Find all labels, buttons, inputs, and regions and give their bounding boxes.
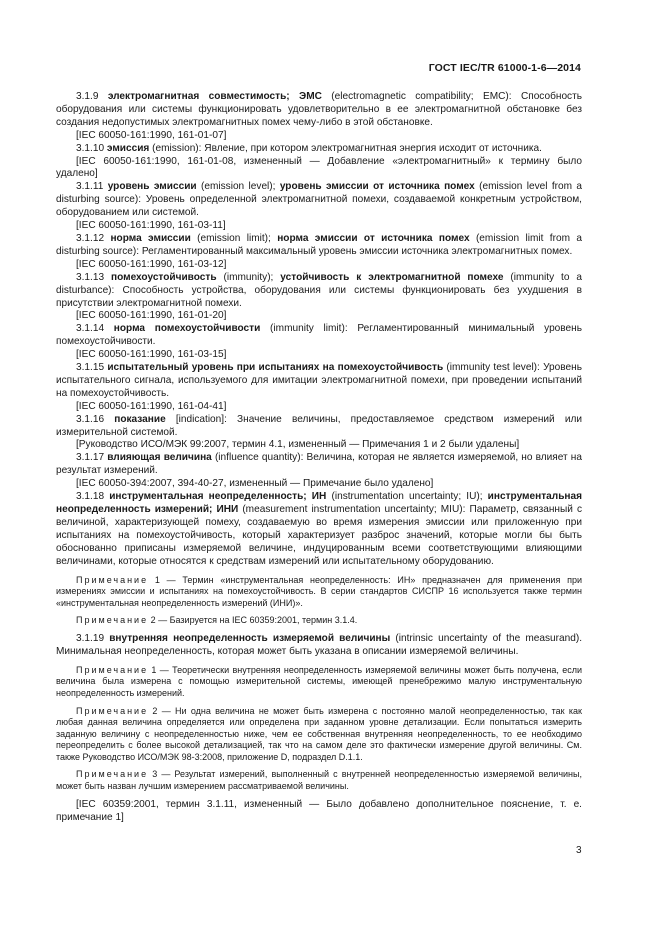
entry-3-1-14: 3.1.14 норма помехоустойчивости (immunity limit): Регламентированный минимальный уровень помехоустойчивости. — [56, 323, 582, 348]
term: испытательный уровень при испытаниях на помехоустойчивость — [107, 362, 444, 374]
note: Примечание 2 — Ни одна величина не может быть измерена с постоянно малой неопределенностью, так как любая данная величина определяется или определена при заданном уровне детализации. Если попытаться измерить заданную величину с неопределенностью ниже, чем ее собственная внутренняя неопределенность, то ее необходимо переопределить с более высокой детализацией, так что на самом деле это фактически измерение другой величины. См. также Руководство ИСО/МЭК 98-3:2008, приложение D, подраздел D.1.1. — [56, 705, 582, 762]
term: норма эмиссии — [110, 232, 191, 244]
term: инструментальная неопределенность измерений; ИНИ — [56, 491, 582, 515]
reference: [IEC 60050-161:1990, 161-01-20] — [76, 310, 227, 322]
reference: [Руководство ИСО/МЭК 99:2007, термин 4.1, измененный — Примечания 1 и 2 были удалены] — [76, 439, 520, 451]
note: Примечание 2 — Базируется на IEC 60359:2001, термин 3.1.4. — [76, 615, 358, 626]
reference: [IEC 60359:2001, термин 3.1.11, измененный — Было добавлено дополнительное пояснение, т. е. примечание 1] — [56, 798, 582, 823]
entry-3-1-13: 3.1.13 помехоустойчивость (immunity); устойчивость к электромагнитной помехе (immunity to a disturbance): Способность устройства, оборудования или системы функционировать без ухудшения в присутствии электромагнитной помехи. — [56, 271, 582, 309]
reference: [IEC 60050-161:1990, 161-04-41] — [76, 400, 227, 412]
note: Примечание 1 — Теоретически внутренняя неопределенность измеряемой величины может быть получена, если величина была измерена с помощью измерительной системы, имеющей пренебрежимо малую инструментальную неопределенность измерений. — [56, 664, 582, 698]
entry-3-1-12: 3.1.12 норма эмиссии (emission limit); норма эмиссии от источника помех (emission limit from a disturbing source): Регламентированный максимальный уровень эмиссии источника электромагнитных помех. — [56, 232, 582, 257]
note: Примечание 1 — Термин «инструментальная неопределенность: ИН» предназначен для применения при измерениях эмиссии и испытаниях на помехоустойчивость. В серии стандартов СИСПР 16 используется также термин «инструментальная неопределенность измерений (ИНИ)». — [56, 574, 582, 608]
entry-3-1-19: 3.1.19 внутренняя неопределенность измеряемой величины (intrinsic uncertainty of the measurand). Минимальная неопределенность, которая может быть указана в описании измеряемой величины. — [56, 632, 582, 657]
reference: [IEC 60050-161:1990, 161-03-11] — [76, 220, 226, 232]
reference: [IEC 60050-161:1990, 161-01-08, измененный — Добавление «электромагнитный» к термину было удалено] — [56, 155, 582, 180]
term: показание — [114, 413, 166, 425]
term: помехоустойчивость — [110, 271, 217, 283]
reference: [IEC 60050-161:1990, 161-03-15] — [76, 349, 227, 361]
entry-3-1-16: 3.1.16 показание [indication]: Значение величины, предоставляемое средством измерений или измерительной системой. — [56, 413, 582, 438]
term: влияющая величина — [107, 452, 212, 464]
entry-3-1-15: 3.1.15 испытательный уровень при испытаниях на помехоустойчивость (immunity test level): Уровень испытательного сигнала, используемого для имитации электромагнитной помехи, при проведении испытаний на помехоустойчивость. — [56, 362, 582, 399]
document-header: ГОСТ IEC/TR 61000-1-6—2014 — [428, 62, 581, 74]
term: устойчивость к электромагнитной помехе — [280, 271, 504, 283]
entry-3-1-18: 3.1.18 инструментальная неопределенность; ИН (instrumentation uncertainty; IU); инструментальная неопределенность измерений; ИНИ (measurement instrumentation uncertainty; MIU): Параметр, связанный с величиной, характеризующей помеху, создаваемую во время измерения эмиссии или приложенную при испытаниях на помехоустойчивость, который характеризует разброс значений, которые могли бы быть обоснованно приписаны измеряемой величине, индуцированным всеми соответствующими влияющими величинами, которые относятся к средствам измерений или испытательному оборудованию. — [56, 491, 582, 567]
entry-3-1-9: 3.1.9 электромагнитная совместимость; ЭМС (electromagnetic compatibility; EMC): Способность оборудования или системы функционировать удовлетворительно в ее электромагнитной обстановке без создания недопустимых электромагнитных помех чему-либо в этой обстановке. — [56, 91, 582, 128]
page-number: 3 — [576, 845, 582, 856]
term: эмиссия — [106, 142, 150, 154]
note: Примечание 3 — Результат измерений, выполненный с внутренней неопределенностью измеряемой величины, может быть назван лучшим измерением рассматриваемой величины. — [56, 769, 582, 792]
term: инструментальная неопределенность; ИН — [109, 491, 327, 503]
reference: [IEC 60050-161:1990, 161-01-07] — [76, 129, 227, 141]
entry-3-1-17: 3.1.17 влияющая величина (influence quantity): Величина, которая не является измеряемой, но влияет на результат измерений. — [56, 452, 582, 477]
term: норма помехоустойчивости — [113, 323, 261, 335]
term: внутренняя неопределенность измеряемой величины — [109, 632, 391, 644]
term: уровень эмиссии — [107, 181, 197, 193]
term: электромагнитная совместимость; ЭМС — [107, 91, 322, 102]
reference: [IEC 60050-161:1990, 161-03-12] — [76, 258, 227, 270]
document-body — [56, 91, 582, 824]
entry-3-1-11: 3.1.11 уровень эмиссии (emission level); уровень эмиссии от источника помех (emission level from a disturbing source): Уровень определенной электромагнитной помехи, создаваемой конкретным устройством, оборудованием или системой. — [56, 181, 583, 219]
entry-3-1-10: 3.1.10 эмиссия (emission): Явление, при котором электромагнитная энергия исходит от источника. — [76, 142, 542, 154]
reference: [IEC 60050-394:2007, 394-40-27, измененный — Примечание было удалено] — [76, 478, 434, 490]
term: норма эмиссии от источника помех — [277, 232, 470, 244]
term: уровень эмиссии от источника помех — [279, 181, 475, 193]
